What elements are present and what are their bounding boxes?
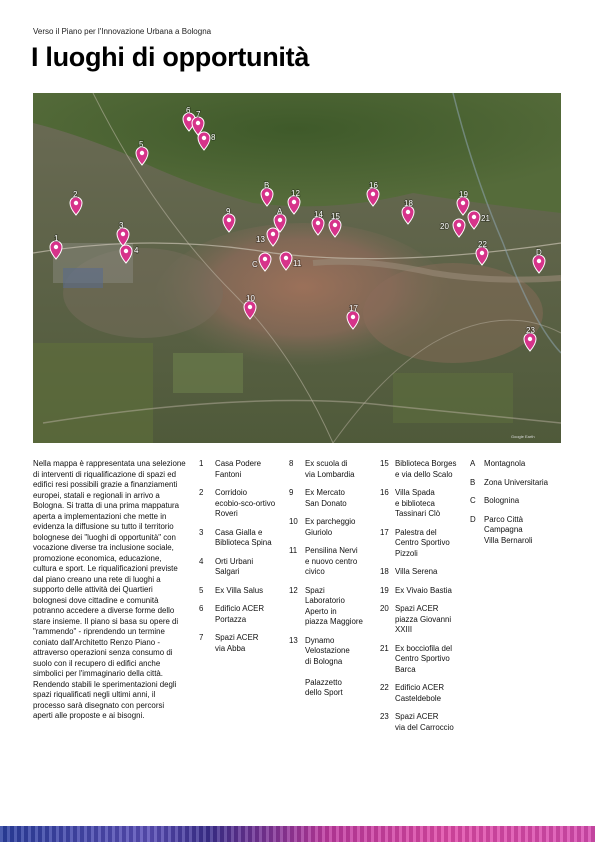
legend-name: Ex bocciofila del Centro Sportivo Barca <box>395 643 453 674</box>
legend-name: Ex parcheggio Giuriolo <box>305 517 356 537</box>
pin-dot <box>271 232 275 236</box>
legend-item <box>380 459 465 480</box>
pin-dot <box>537 259 541 263</box>
legend-number: 17 <box>380 527 389 537</box>
pin-dot <box>480 251 484 255</box>
pin-label: B <box>264 181 270 190</box>
legend-name: Spazi Laboratorio Aperto in piazza Maggiore <box>305 585 363 626</box>
legend-item <box>380 586 465 597</box>
legend-number: 21 <box>380 643 389 653</box>
legend-item <box>289 636 374 699</box>
legend-number: 15 <box>380 459 389 468</box>
legend-number: 22 <box>380 683 389 692</box>
legend-item <box>380 644 465 676</box>
legend-item <box>289 546 374 578</box>
legend-number: 16 <box>380 488 389 497</box>
legend-column-2 <box>289 459 374 707</box>
legend-item <box>470 515 565 547</box>
pin-label: 2 <box>73 190 78 199</box>
legend-name: Ex Vivaio Bastia <box>395 585 452 595</box>
pin-label: A <box>277 207 283 216</box>
legend-number: A <box>470 459 476 468</box>
intro-paragraph: Nella mappa è rappresentata una selezione di interventi di riqualificazione di spazi ed edifici resi possibili grazie a finanziamenti europei, statali e regionali in arrivo a Bologna. Si tratta di una prima mappatura aperta a implementazioni che mette in evidenza la diffusione su tutto il territorio bolognese dei "luoghi di opportunità" con vocazione diverse tra inclusione sociale, promozione economica, educazione, cultura e sport. Le riqualificazioni previste dal piano creano una rete di luoghi a supporto delle attività dei Quartieri bolognesi dove cittadine e comunità potranno accedere a diverse forme dello stare insieme. Il piano si basa su opere di "rammendo" - riprendendo un termine coniato dall'Architetto Renzo Piano - attraverso operazioni senza consumo di suolo con il recupero di edifici anche simbolici per l'immaginario della città. Rendendo stabili le sperimentazioni degli spazi riqualificati negli ultimi anni, il processo sarà disegnato con percorsi aperti alle proposte e ai bisogni. <box>33 459 186 720</box>
pin-label: D <box>536 248 542 257</box>
pin-dot <box>263 257 267 261</box>
pin-label: 17 <box>349 304 358 313</box>
legend-item <box>380 712 465 733</box>
pin-dot <box>196 121 200 125</box>
pin-dot <box>140 151 144 155</box>
aerial-map <box>33 93 561 443</box>
legend-item <box>289 517 374 538</box>
pin-dot <box>278 218 282 222</box>
pin-label: 3 <box>119 221 124 230</box>
legend-item <box>199 604 279 625</box>
legend-name: Corridoio ecobio-sco-ortivo Roveri <box>215 488 276 518</box>
pin-dot <box>333 223 337 227</box>
legend-name: Villa Serena <box>395 567 438 576</box>
legend-number: 20 <box>380 604 389 613</box>
pin-label: 23 <box>526 326 535 335</box>
legend-name: Orti Urbani Salgari <box>215 556 254 576</box>
map-svg <box>33 93 561 443</box>
pin-dot <box>528 337 532 341</box>
pin-label: C <box>252 260 258 269</box>
pin-dot <box>74 201 78 205</box>
legend-number: 5 <box>199 585 204 595</box>
pin-label: 14 <box>314 210 323 219</box>
legend-number: 13 <box>289 635 298 645</box>
pin-dot <box>371 192 375 196</box>
legend-item <box>289 459 374 480</box>
pin-dot <box>461 201 465 205</box>
legend-number: C <box>470 496 476 505</box>
pin-dot <box>351 315 355 319</box>
legend-number: 2 <box>199 488 204 497</box>
legend-name: Villa Spada e biblioteca Tassinari Clò <box>395 488 441 518</box>
pin-dot <box>121 232 125 236</box>
legend-item <box>199 528 279 549</box>
pin-label: 18 <box>404 199 413 208</box>
legend-name: Bolognina <box>484 496 520 505</box>
legend-number: B <box>470 477 476 487</box>
legend-column-4 <box>470 459 565 554</box>
map-credit: Google Earth <box>511 434 535 439</box>
legend-item <box>199 459 279 480</box>
legend-column-3 <box>380 459 465 741</box>
legend-item <box>470 496 565 507</box>
legend-number: 7 <box>199 633 204 642</box>
pin-label: 8 <box>211 133 216 142</box>
pin-dot <box>187 117 191 121</box>
pin-dot <box>202 136 206 140</box>
legend-number: 8 <box>289 459 294 468</box>
legend-item <box>289 586 374 628</box>
legend-item <box>289 488 374 509</box>
legend-number: 6 <box>199 604 204 613</box>
pin-label: 6 <box>186 106 191 115</box>
legend-number: 9 <box>289 488 294 497</box>
legend-name: Ex scuola di via Lombardia <box>305 459 355 479</box>
legend-name: Montagnola <box>484 459 526 468</box>
pin-label: 21 <box>481 214 490 223</box>
legend-item <box>470 478 565 489</box>
legend-name: Spazi ACER piazza Giovanni XXIII <box>395 604 452 634</box>
pin-dot <box>265 192 269 196</box>
pin-label: 19 <box>459 190 468 199</box>
legend-name: Zona Universitaria <box>484 477 549 487</box>
pin-label: 1 <box>54 234 59 243</box>
legend-item <box>470 459 565 470</box>
legend-name: Edificio ACER Casteldebole <box>395 683 445 703</box>
pin-dot <box>248 305 252 309</box>
legend-name: Spazi ACER via Abba <box>215 633 259 653</box>
pin-label: 22 <box>478 240 487 249</box>
legend-name: Spazi ACER via del Carroccio <box>395 712 454 732</box>
pin-dot <box>292 200 296 204</box>
pin-label: 9 <box>226 207 231 216</box>
pin-dot <box>124 249 128 253</box>
legend-number: 19 <box>380 585 389 595</box>
legend-name: Dynamo Velostazione di Bologna Palazzetto dello Sport <box>305 635 350 697</box>
legend-number: 1 <box>199 459 204 468</box>
pin-dot <box>316 221 320 225</box>
legend-number: 10 <box>289 517 298 526</box>
pin-label: 16 <box>369 181 378 190</box>
legend-item <box>380 488 465 520</box>
legend-item <box>380 528 465 560</box>
decorative-footer-band <box>0 826 595 842</box>
pin-dot <box>457 223 461 227</box>
pin-label: 20 <box>440 222 449 231</box>
legend-name: Palestra del Centro Sportivo Pizzoli <box>395 527 450 558</box>
legend-item <box>199 488 279 520</box>
pin-dot <box>472 215 476 219</box>
pin-dot <box>284 256 288 260</box>
legend-item <box>380 567 465 578</box>
legend-item <box>380 683 465 704</box>
pin-label: 11 <box>293 259 302 268</box>
legend-number: D <box>470 514 476 524</box>
legend-item <box>199 557 279 578</box>
pin-label: 13 <box>256 235 265 244</box>
legend-number: 23 <box>380 712 389 721</box>
pin-label: 12 <box>291 189 300 198</box>
page-title: I luoghi di opportunità <box>31 42 310 72</box>
pin-label: 15 <box>331 212 340 221</box>
legend-number: 3 <box>199 527 204 537</box>
pin-dot <box>227 218 231 222</box>
pin-dot <box>406 210 410 214</box>
pin-label: 10 <box>246 294 255 303</box>
legend-column-1 <box>199 459 279 662</box>
legend-name: Biblioteca Borges e via dello Scalo <box>395 459 457 479</box>
legend-number: 12 <box>289 585 298 595</box>
legend-name: Casa Podere Fantoni <box>215 459 262 479</box>
legend-number: 11 <box>289 546 298 555</box>
legend-name: Casa Gialla e Biblioteca Spina <box>215 527 272 547</box>
legend-number: 4 <box>199 556 204 566</box>
pin-label: 5 <box>139 140 144 149</box>
legend-name: Ex Mercato San Donato <box>305 488 347 508</box>
legend-name: Pensilina Nervi e nuovo centro civico <box>305 546 358 576</box>
pin-label: 7 <box>196 110 201 119</box>
legend-name: Parco Città Campagna Villa Bernaroli <box>484 514 533 545</box>
legend-name: Edificio ACER Portazza <box>215 604 265 624</box>
pin-dot <box>54 245 58 249</box>
legend-number: 18 <box>380 567 389 576</box>
legend-item <box>199 586 279 597</box>
pin-label: 4 <box>134 246 139 255</box>
legend-name: Ex Villa Salus <box>215 585 264 595</box>
legend-item <box>199 633 279 654</box>
legend-item <box>380 604 465 636</box>
page-kicker: Verso il Piano per l'Innovazione Urbana a Bologna <box>33 27 212 36</box>
